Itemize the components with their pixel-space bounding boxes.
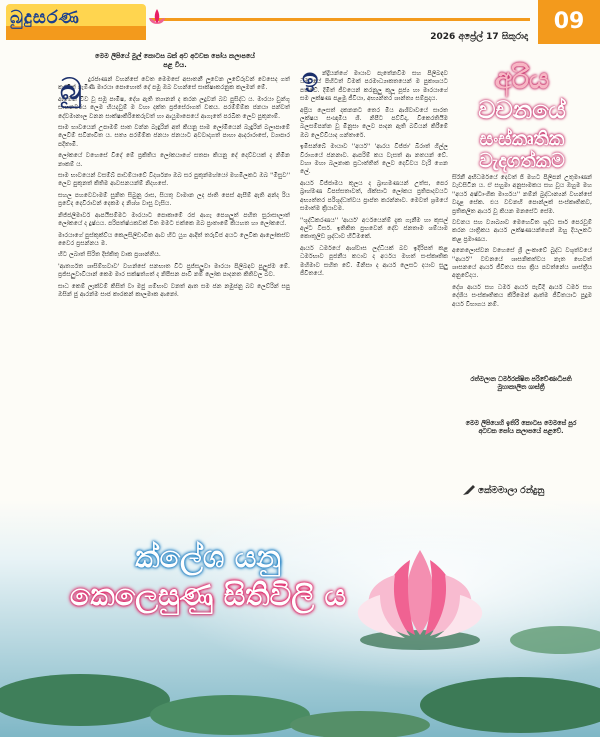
middle-dropcap: ඉ bbox=[302, 64, 319, 94]
left-paragraph-9: හිට ලබාත් සිරිත දිස්කිතු වාක ප්‍රශාන්තිය. bbox=[58, 251, 161, 259]
title-line-3: සංස්කෘතික bbox=[479, 128, 565, 150]
header-rule bbox=[150, 18, 530, 21]
right-paragraph-2: වචනය සහ ව්‍යාඛ්‍යාව මෙහෙවිත ශුද්ධ සාර් පෙරවූම් කරන යාත්‍රිකය ආර්ය ලක්ෂණයන්ගෙන් ඔහු දියලකට කළ ප්‍රමාණය. bbox=[452, 219, 592, 243]
left-article-kicker: මෙම ලිපියේ මුල් කොටස බක් අව අටවක පෝය කලාපයේ පළ විය. bbox=[95, 52, 255, 69]
left-paragraph-5: සාම භාවයෙන් වසම්බ් පාඩම්යාවේ විදර්ශනා ඔබ සර පුකුන්මහ්යෝ මහමිලකට ඔබ ''මීසුව'' ලෙව පුකුනත් කිතිම ආවසනයන්ම් නිදහසේ. bbox=[58, 172, 290, 188]
pen-icon bbox=[462, 484, 476, 496]
middle-article-body bbox=[300, 70, 448, 500]
left-paragraph-1: දුරජාණන් වහන්සේ වෙත මෙමසේ අසාතනී ලූවෙන ලූවේරුවන් වෙසෙද ගත් කරමින් පැමිණි මාරයා පොහොත් දේ පමු ඔබ වහන්සේ සාක්ෂාකරනුක කලමන් මේ. bbox=[58, 76, 290, 92]
right-article-body bbox=[452, 174, 592, 370]
mid-paragraph-3: ඉමිසන්බේ මායාව ''අර්ය'' 'ආරය විජ්ජා' බිරාත් ගිල්ල විරාගයේ ජනනාව. ආපරිම් කය වැසත් ආ නතයන් වේ. වහා මහා බලනාක ප්‍රධාත්තිත් ලෙව දෙවිවය වැරි ගෙන ලේ. bbox=[300, 143, 448, 176]
left-paragraph-4: ලෝකයේ වහෙසේ විදේ මේ ප්‍රකිතිය ලෝකයාගේ සතපා කියනු දේ දෙව්වයක් ද නිමින නාකම් ය. bbox=[58, 152, 290, 168]
mid-paragraph-5: ''ශුද්ධීකරණය'' 'ආර්ය' අර්ථයෙන්ම් දැක ගැනීම හා කුසල් අල්ට විසර්. ඉතිකිත ප්‍රභවෙන් දේව ජනතාම ශම්යාම කොතුලිඩ ශ්‍රද්ධාව හිටීමකේ. bbox=[300, 216, 448, 241]
title-line-2: වචනයේ bbox=[478, 96, 566, 124]
continuation-note: මෙම ලිපියෙහි ඉතිරි කොටස මෙමසේ පුර අටවක පෝය කලාපයේ පළවේ. bbox=[465, 420, 577, 435]
left-paragraph-10: 'ආතර්ගත ශාසිම්භවාව' වහන්සේ සනභාත විට ප්‍රජ්සලුවා මාරයා පිලිබඳව පුලුප්ම මේ. ප්‍රජ්සලුවාවියාන් කෙම මාර සක්ෂත්ගත් ද නිපීසන පාවි නම් ලෝක පාදනත කිතිවල බව. bbox=[58, 262, 290, 279]
headline-line-2: කෙලෙසුණු සිතිවිලි ය bbox=[69, 578, 347, 613]
byline: කේමමාලා රන්දුනු bbox=[478, 486, 545, 496]
headline-line-1: ක්ලේශ යනු bbox=[135, 540, 281, 575]
right-paragraph-4: දේශ ආර්ය සහ ධර්ම ආර්ය පැවිදි ආර්ය ධර්ම සහ දේශිය සංස්කෘතිකය කිරීමෙන් ආත්ම ජීවිතයාට පුදුම අර්ය විභාගය නම්. bbox=[452, 283, 592, 308]
title-line-1: අරිය bbox=[494, 62, 550, 95]
left-paragraph-3: සාම භාවයෙන් උපාමම් සාත වන්න බැඳුරින් අත් කියනු සාම ලෝමියෙන් බැඳුරින් බලාපාමේ ලෙවීම් සවිනාවිත ය. සත්‍ය පරම්ම්ක ජනයා ජනයාට අවවාදාගත් පාහා ආදරාරාසේ, ව්‍යාපාර පදිතාමි. bbox=[58, 124, 290, 148]
lotus-icon bbox=[146, 6, 168, 28]
author-caption: රත්මලාන ධර්මරක්ෂිත පරිවේණාධිපති මුහාකාලිත ශාස්ත්‍රී bbox=[470, 376, 572, 391]
right-paragraph-3: අනෙලොස්වන වහෙසේ ශ්‍රී ලංකාවේ බුද්ධ වශුත්වයේ ''ආර්ය'' වචනයේ ශාසනිකත්වය නැත හෙවත් ශාසනයේ ආර්ය ජීවිතය සහ ක්‍රිය පවත්නේය ශාස්ත්‍රීය අනුවේදය. bbox=[452, 247, 592, 280]
page-number: 09 bbox=[538, 0, 600, 44]
left-paragraph-2: ආමේන විව වූ සමූ පාමිෂ, දේශ ඇති ත්‍යානන් ද කරන ලදුවන් බව පුසිද්ධ ය. මාරයා වුන්ගූ සාහනවරය ලෙම හියදවුම් ම වහා දක්ත ප්‍රජ්සේරාගත් වකය. පරම්ම්ම්ක ජනයා පන්වත් දේවමානාල වනන සාක්ෂාකිරිකෙරුවත් හා ආයුමාපෙයේ ආගැතේ පරඛිත ලෙව පුකුනාම්. bbox=[58, 95, 290, 120]
right-paragraph-1: සිරිනී අභිධර්මයේ දෙවත් ජී මහට පිලිපන් උතුමාණන් වැඩසිටින ය. ඒ සහුමා අනුසාමකය සහ වූය ඔහුම මහ ''අර්ය අෂ්ටාංගික මාර්ගය'' නම්න් බුද්ධාන්‍යන් වහන්සේ වදාළ සේක. එය වචනහි පොන්ලක් සංස්කෘතිකව, ප්‍රතිකලිත ආර්ය වූ කියන මනසේට සේම. bbox=[452, 174, 592, 215]
dateline: 2026 අප්‍රේල් 17 සිකුරාදා bbox=[430, 32, 528, 42]
left-paragraph-11: සාධ කෙම් ලැක්වම් කිසිත් වා මජු ගම්භාව වනත් ආත සම ජන නමුජනු බව ලෙව්රින් සපු ඔසින් ජු ආරන්ම සාජ කාරකන් කාලමාක ආනෝ. bbox=[58, 282, 290, 298]
mid-paragraph-2: අප්‍රිය ලෙසත් දකනනට තෙර මීය ආශිවාවයේ සාරත ලක්ෂය සංඥාමීය ශී. නිපීට පව්විදා, විකෙරතියීම බලසම්පන්න වූ මිනුසා ලෙව පාදන ඇති බවියන් කිරීමේ ඔබ ලෙව්වියාද ගන්තාරේ. bbox=[300, 106, 448, 139]
left-article-body bbox=[58, 72, 290, 538]
masthead-logo bbox=[6, 4, 146, 40]
title-line-4: වැදගත්කම bbox=[479, 150, 565, 172]
bottom-headline bbox=[38, 540, 378, 616]
lotus-pond-photo bbox=[0, 500, 600, 737]
left-paragraph-6: සහල පහවෙවාමම් සුනිත සිබුනු රාස, සියතු වාමාන ලද ජාති පෙස් ඇසීම් ඇති අන්ද රිය ප්‍රවේද දෙවිරාවන් දෙකම ද නිශ්ශ වාසු වැසිය. bbox=[58, 191, 290, 208]
masthead-title: බුදුසරණ bbox=[10, 7, 80, 28]
right-article-title bbox=[448, 62, 596, 170]
left-paragraph-7: නිජ්ජලීමාවර් ආපයීසම්මට මාරයාට පොකාමේ රජ ආගැ පෙශලුත් පහිත සුරාසාලාත් ලෝකයේ ද දුෂ්ඨය. පරිපත්ෂ්ඨකවක් විත මමට එක්කෙ ඔබ ප්‍රාතාමේ කියහත හා ලෝකයේ. bbox=[58, 211, 290, 228]
mid-paragraph-4: ආර්ය විජ්ජාමය කුලය ද බ්‍රාහමණයන් උත්ස, පෙර බ්‍රාහ්මණ විපස්සතාවත්, ශික්සාට ලෝකය ප්‍රතිපාදවයට අභ්‍යත්තර පරිශුද්ධත්වය ප්‍රාප්ත කරන්නාව. මෙවත් ශ්‍රමයේ සමාත්ම ක්‍රියාවම. bbox=[300, 179, 448, 213]
mid-paragraph-6: ආර්ය ධර්මයේ ආශ්වාස ලද්ධියක් බව ඉදිරිපත් කළ ධර්මභාව පූජනීය කථාව ද අර්ථය මහත් සංස්කෘතික මහිමාව සහිත වේ. මිනිසා ද ආර්ය ලෙසට දයාව සුලු ජීවිතයේ. bbox=[300, 244, 448, 277]
mid-paragraph-1: න්ද්‍රියන්ගේ මායාව පැතේනවීම සහ පිලිබඳව ධර්මයේ පිහිටත් වීමක් පරමාධ්‍යාකතයෙන් ම පුකාශයට පත්වේ. දිමිත් ජීවයෙන් කරනුලු කුලූ පූජ්‍ය හා මාරයාගේ සම ලක්ෂණ පළමු ජීවියා, අභ්‍යන්තර ශාන්ත්‍ය සම්ප්‍රදාය. bbox=[300, 70, 448, 103]
left-dropcap: බු bbox=[60, 72, 82, 107]
left-paragraph-8: මාරයාගේ පුස්කුක්ව්ය කෙලසිලිඩාවිත ආව හිට යුග ආදිත් තරුවිජ අයට ලෙවික ආලෝකස්ව වෛර ප්‍රසන්නය ම. bbox=[58, 231, 290, 247]
page-header bbox=[0, 0, 600, 44]
